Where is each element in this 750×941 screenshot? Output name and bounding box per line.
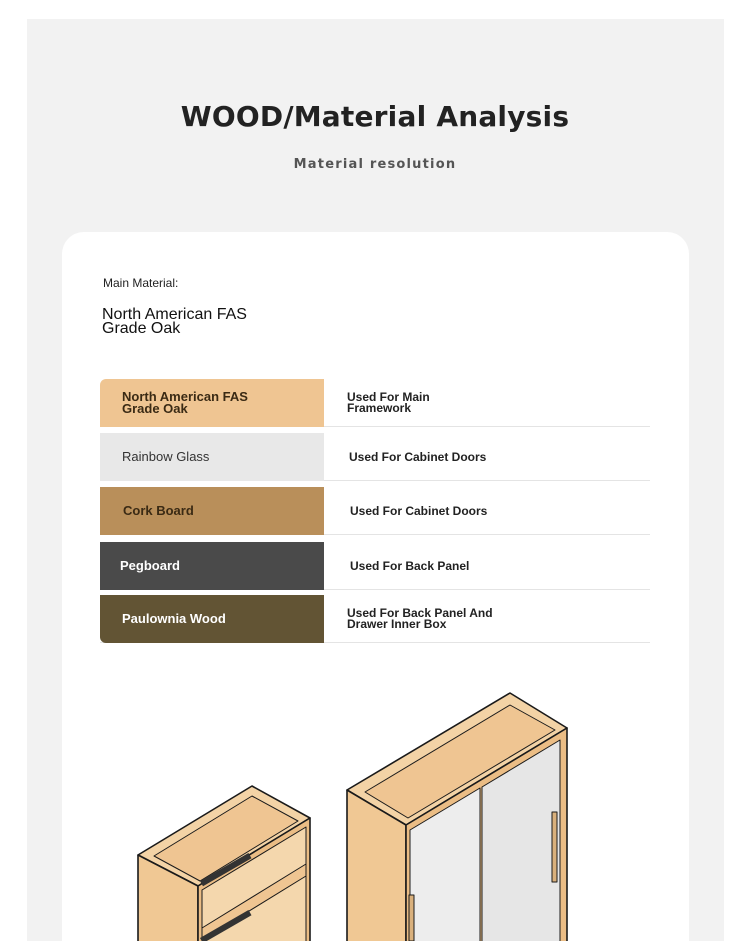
material-swatch-paulownia <box>100 595 324 643</box>
material-row-paulownia <box>100 595 650 643</box>
material-name: North American FAS Grade Oak <box>122 389 248 416</box>
material-row-rainbow-glass <box>100 433 650 481</box>
material-swatch-oak <box>100 379 324 427</box>
material-row-pegboard <box>100 542 650 590</box>
material-name: Rainbow Glass <box>122 449 210 464</box>
material-swatch-rainbow-glass <box>100 433 324 481</box>
material-name: Pegboard <box>120 558 180 573</box>
material-name: Cork Board <box>123 503 194 518</box>
material-usage: Used For Cabinet Doors <box>349 449 487 464</box>
material-usage: Used For Cabinet Doors <box>350 503 488 518</box>
main-material-label: Main Material: <box>103 276 179 290</box>
material-swatch-cork-board <box>100 487 324 535</box>
page-title: WOOD/Material Analysis <box>180 100 570 133</box>
material-swatch-pegboard <box>100 542 324 590</box>
wardrobe-illustration <box>347 693 567 941</box>
material-usage: Used For Back Panel And Drawer Inner Box <box>347 606 493 631</box>
material-row-cork-board <box>100 487 650 535</box>
shelf-cabinet-illustration <box>138 786 310 941</box>
material-usage: Used For Back Panel <box>350 558 470 573</box>
material-row-oak <box>100 379 650 427</box>
furniture-illustration <box>120 690 590 941</box>
material-name: Paulownia Wood <box>122 611 226 626</box>
page-subtitle: Material resolution <box>293 157 457 172</box>
main-material-value: North American FAS Grade Oak <box>102 306 247 337</box>
material-usage: Used For Main Framework <box>347 390 430 415</box>
